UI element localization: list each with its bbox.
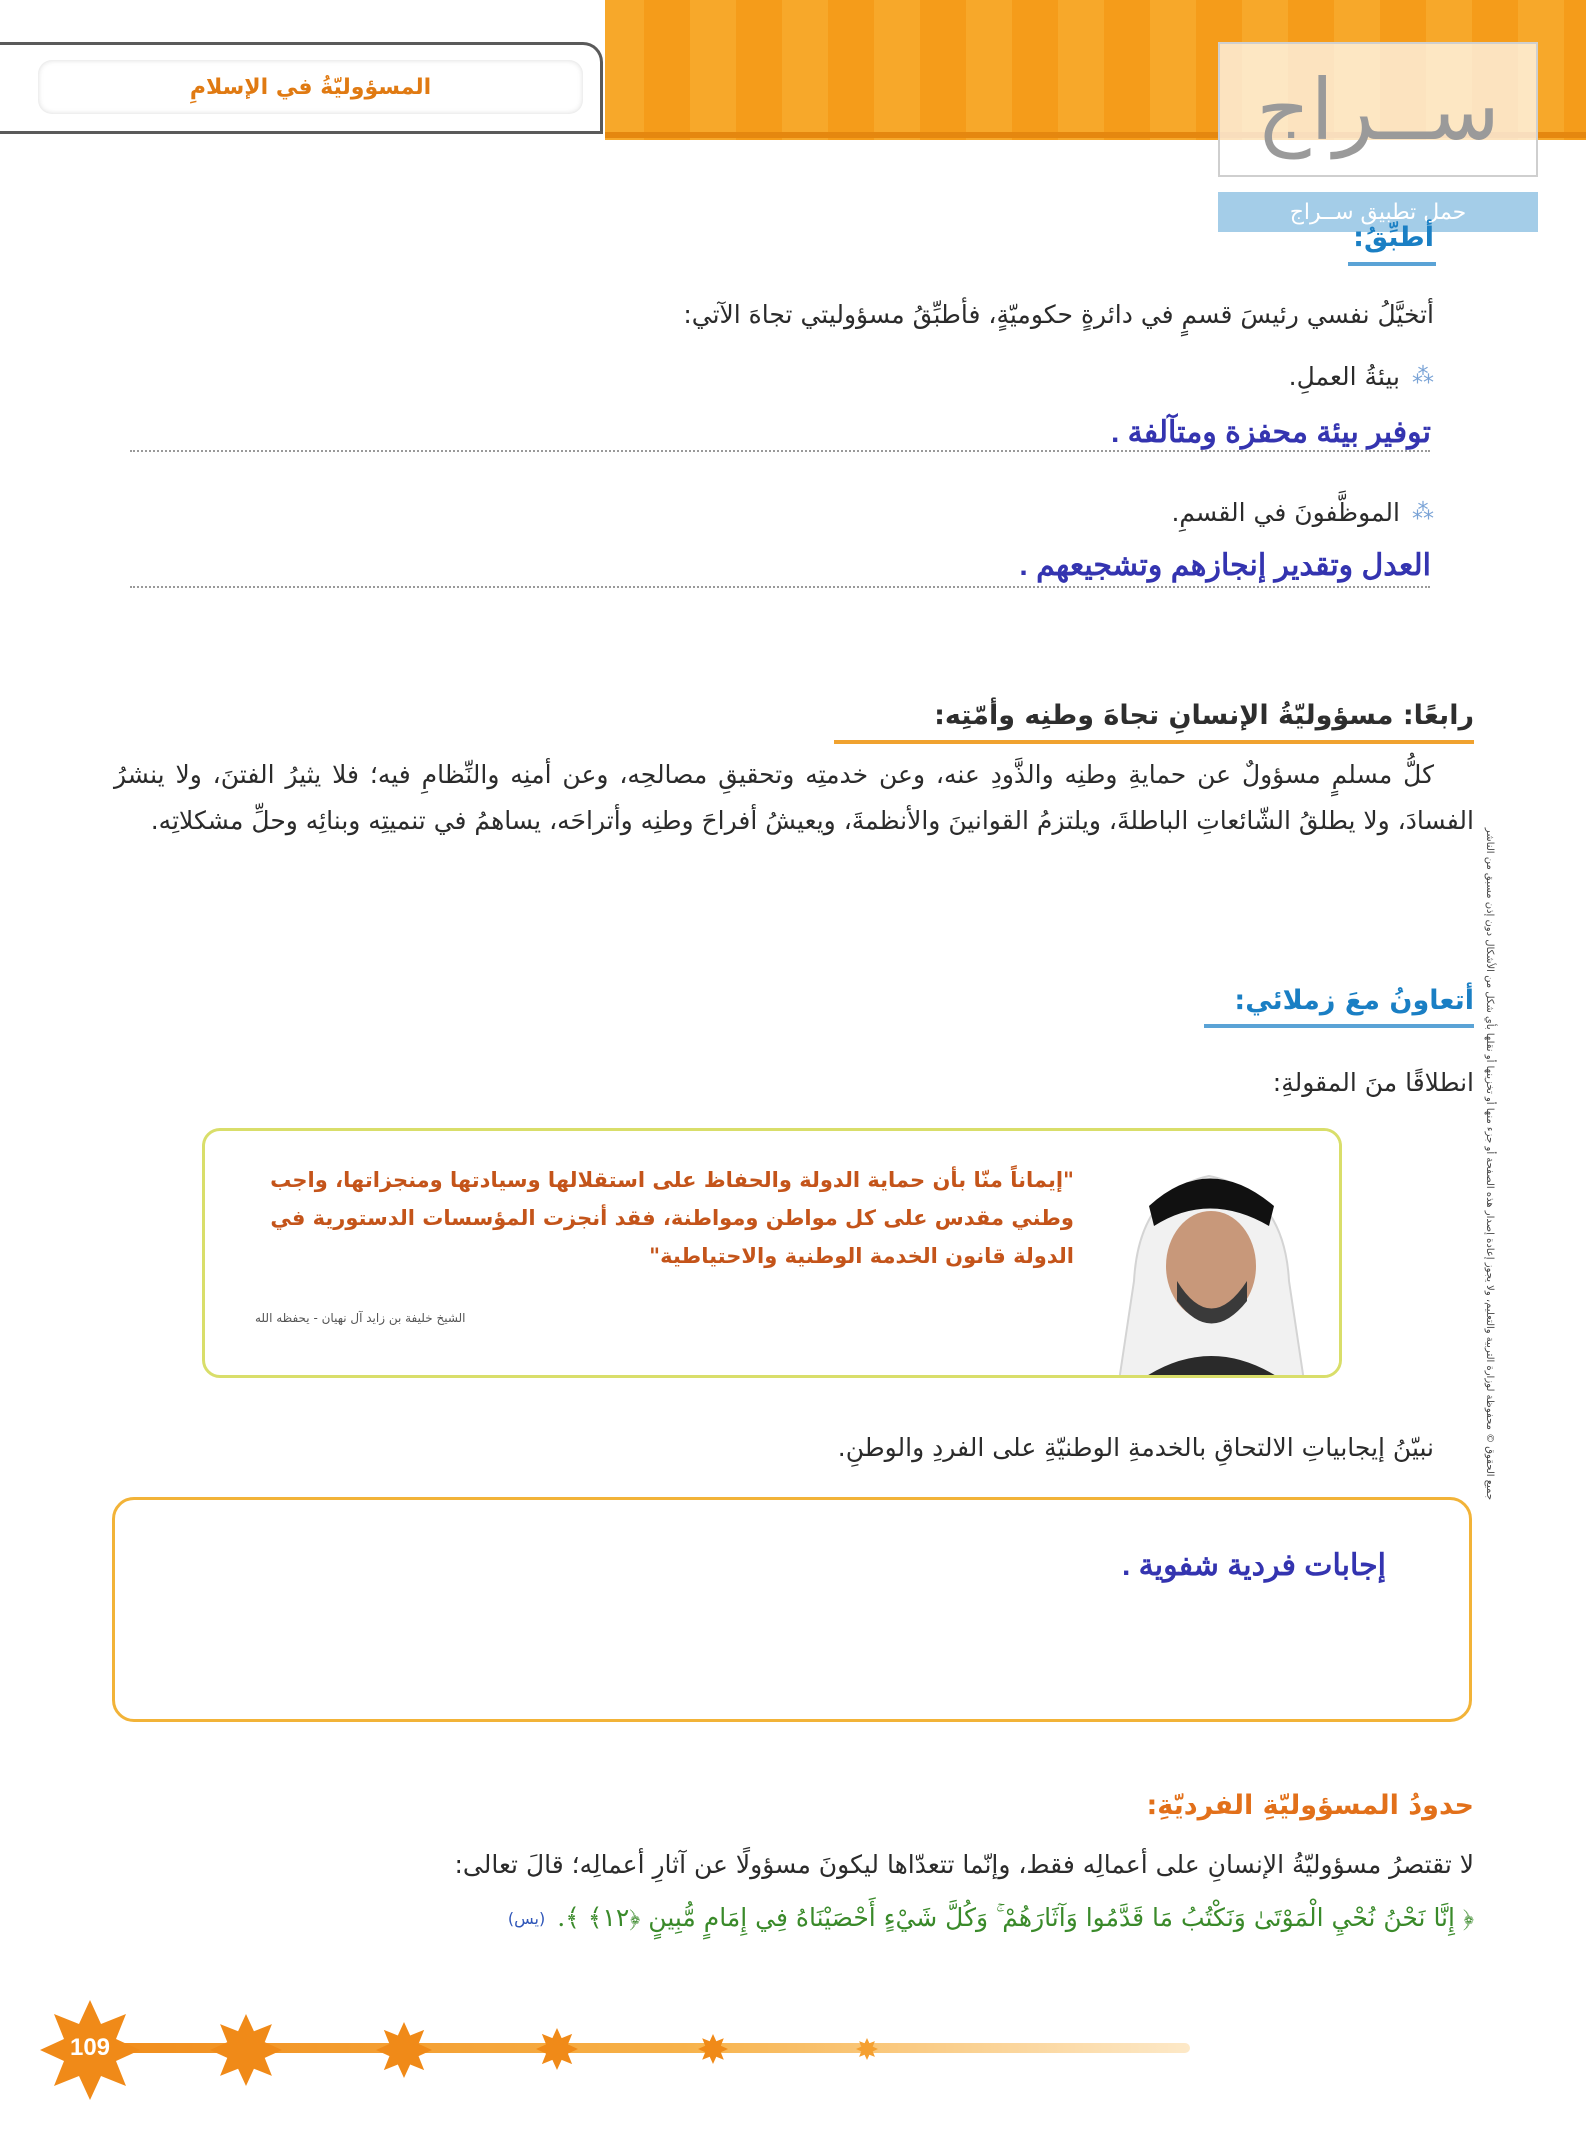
- siraj-app-label[interactable]: حمل تطبيق ســراج: [1218, 192, 1538, 232]
- section4-title: رابعًا: مسؤوليّةُ الإنسانِ تجاهَ وطنِه وأمّتِه:: [934, 700, 1474, 731]
- limits-title: حدودُ المسؤوليّةِ الفرديّةِ:: [1146, 1790, 1474, 1821]
- bullet-icon: ⁂: [1412, 364, 1434, 389]
- cooperate-question: نبيّنُ إيجابياتِ الالتحاقِ بالخدمةِ الوطنيّةِ على الفردِ والوطنِ.: [837, 1433, 1434, 1462]
- cooperate-intro: انطلاقًا منَ المقولةِ:: [1272, 1068, 1474, 1097]
- apply-item-1: [1289, 362, 1434, 391]
- apply-item-1-label: بيئةُ العملِ.: [1288, 362, 1400, 391]
- apply-title-underline: [1348, 262, 1436, 266]
- siraj-logo: ســراج: [1218, 42, 1538, 177]
- apply-title: أطبِّقُ:: [1353, 222, 1434, 253]
- apply-item-1-answer[interactable]: توفير بيئة محفزة ومتآلفة .: [1110, 416, 1431, 449]
- page-number: 109: [69, 2034, 111, 2061]
- cooperate-answer[interactable]: إجابات فردية شفوية .: [1121, 1549, 1386, 1582]
- bullet-icon: ⁂: [1412, 500, 1434, 525]
- star-ornament-icon: [210, 2014, 282, 2086]
- section4-title-underline: [834, 740, 1474, 744]
- verse-reference: (يس): [507, 1908, 546, 1928]
- quran-verse: ﴿ إِنَّا نَحْنُ نُحْيِ الْمَوْتَىٰ وَنَكْتُبُ مَا قَدَّمُوا وَآثَارَهُمْ ۚ وَكُلَّ شَيْءٍ أَحْصَيْنَاهُ فِي إِمَامٍ مُّبِينٍ ﴿١٢﴾ ﴾.: [557, 1903, 1474, 1932]
- answer-line-1: [130, 450, 1430, 452]
- chapter-title: المسؤوليّةُ في الإسلامِ: [38, 60, 583, 114]
- quote-text: "إيماناً منّا بأن حماية الدولة والحفاظ على استقلالها وسيادتها ومنجزاتها، واجب وطني مقدس على كل مواطن ومواطنة، فقد أنجزت المؤسسات الدستورية في الدولة قانون الخدمة الوطنية والاحتياطية": [270, 1168, 1074, 1268]
- portrait-image: [1079, 1131, 1339, 1378]
- quote-attribution: الشيخ خليفة بن زايد آل نهيان - يحفظه الله: [255, 1311, 466, 1325]
- quote-card: [202, 1128, 1342, 1378]
- apply-item-2: [1171, 498, 1434, 527]
- limits-paragraph: لا تقتصرُ مسؤوليّةُ الإنسانِ على أعمالِه فقط، وإنّما تتعدّاها ليكونَ مسؤولًا عن آثارِ أعمالِه؛ قالَ تعالى:: [454, 1850, 1474, 1879]
- answer-line-2: [130, 586, 1430, 588]
- answer-box[interactable]: [112, 1497, 1472, 1722]
- apply-item-2-answer[interactable]: العدل وتقدير إنجازهم وتشجيعهم .: [1019, 549, 1431, 582]
- section4-paragraph: كلُّ مسلمٍ مسؤولٌ عن حمايةِ وطنِه والذَّودِ عنه، وعن خدمتِه وتحقيقِ مصالحِه، وعن أمنِه والنِّظامِ فيه؛ فلا يثيرُ الفتنَ، ولا ينشرُ الفسادَ، ولا يطلقُ الشّائعاتِ الباطلةَ، ويلتزمُ القوانينَ والأنظمةَ، ويعيشُ أفراحَ وطنِه وأتراحَه، يساهمُ في تنميتِه وبنائِه وحلِّ مشكلاتِه.: [114, 760, 1474, 835]
- star-ornament-icon: [536, 2028, 578, 2070]
- quran-verse-row: [508, 1903, 1474, 1933]
- cooperate-title: أتعاونُ معَ زملائي:: [1234, 985, 1474, 1016]
- star-ornament-icon: [376, 2022, 432, 2078]
- cooperate-title-underline: [1204, 1024, 1474, 1028]
- apply-item-2-label: الموظَّفونَ في القسمِ.: [1171, 498, 1400, 527]
- star-ornament-icon: [698, 2034, 728, 2064]
- star-ornament-icon: [856, 2038, 878, 2060]
- copyright-side-note: جميع الحقوق © محفوظة لوزارة التربية والتعليم، ولا يجوز إعادة إصدار هذه الصفحة أو جزء منها أو تخزينها أو نقلها بأي شكل من الأشكال دون إذن مسبق من الناشر: [1484, 827, 1495, 1500]
- apply-prompt: أتخيَّلُ نفسي رئيسَ قسمٍ في دائرةٍ حكوميّةٍ، فأطبِّقُ مسؤوليتي تجاهَ الآتي:: [683, 300, 1434, 329]
